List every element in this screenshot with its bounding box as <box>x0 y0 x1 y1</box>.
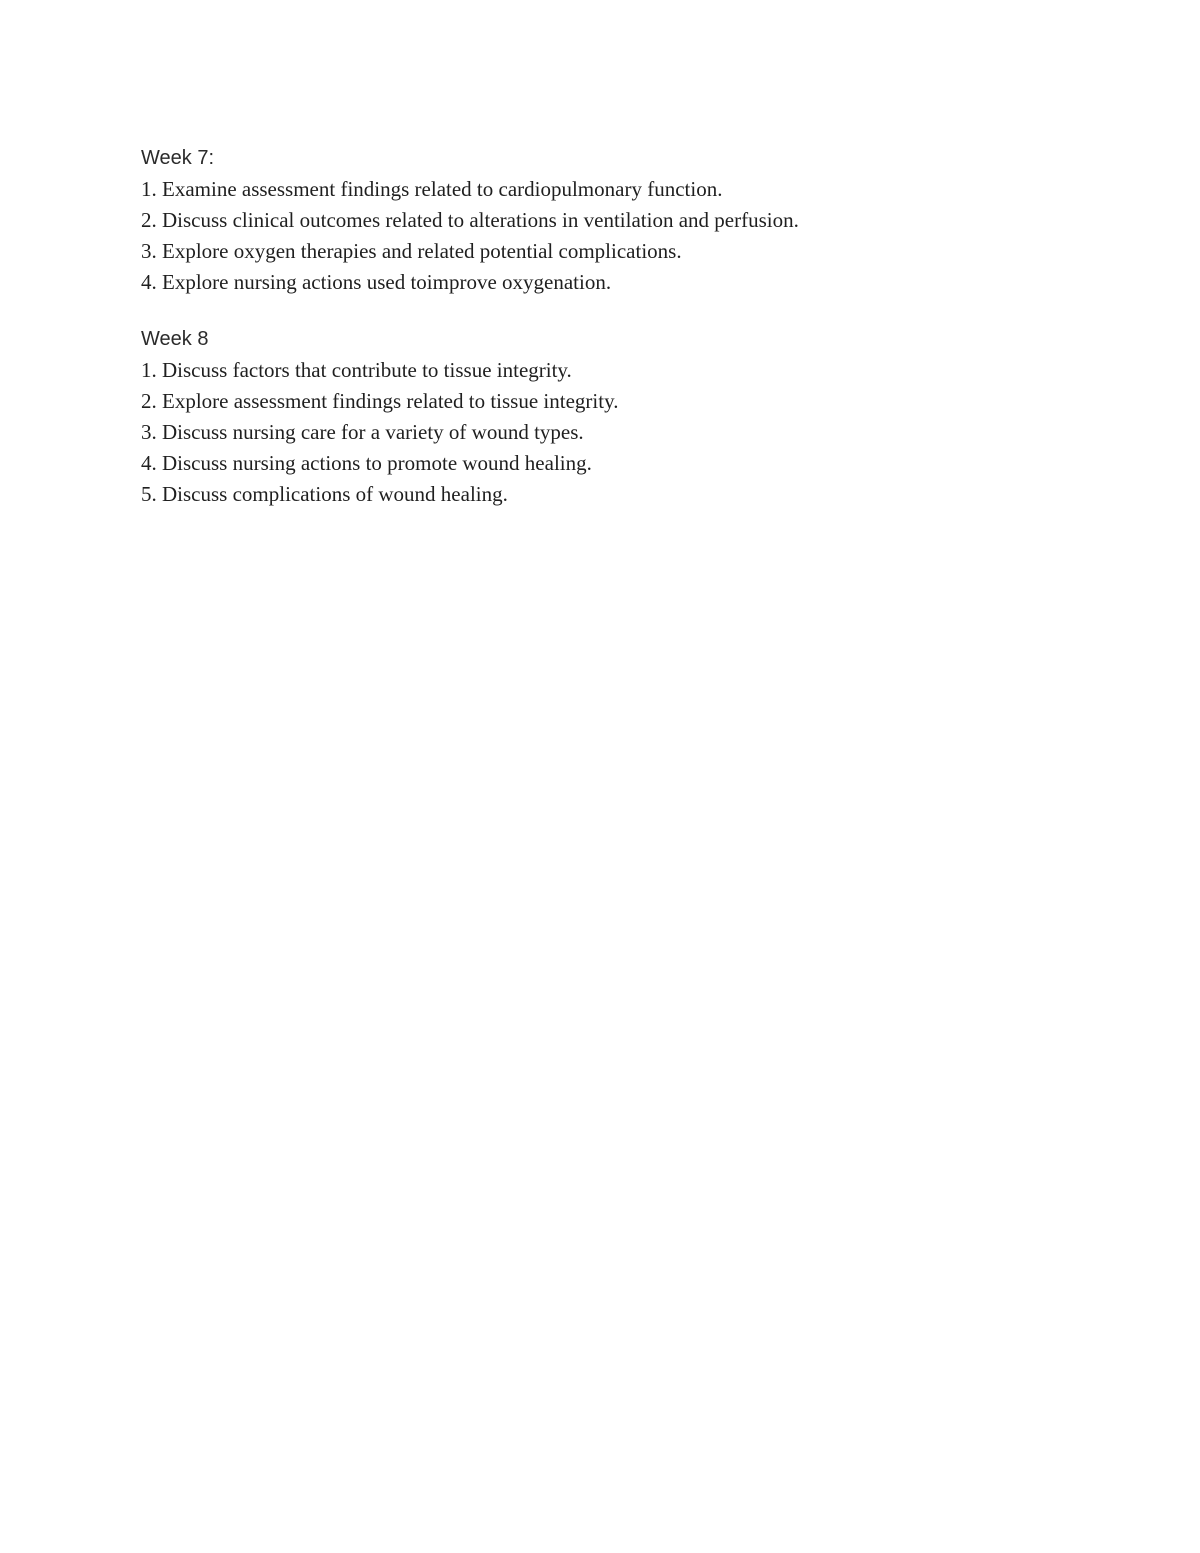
week-8-section <box>141 324 1141 510</box>
week-7-objective-4: 4. Explore nursing actions used toimprove oxygenation. <box>141 270 612 294</box>
week-8-objective-4: 4. Discuss nursing actions to promote wound healing. <box>141 451 592 475</box>
week-7-objective-2: 2. Discuss clinical outcomes related to alterations in ventilation and perfusion. <box>141 208 799 232</box>
week-7-heading: Week 7: <box>141 147 214 169</box>
week-8-objective-2: 2. Explore assessment findings related to tissue integrity. <box>141 389 619 413</box>
week-7-section <box>141 143 1141 298</box>
week-8-objective-1: 1. Discuss factors that contribute to tissue integrity. <box>141 358 572 382</box>
week-8-objective-5: 5. Discuss complications of wound healing. <box>141 482 508 506</box>
week-8-objective-3: 3. Discuss nursing care for a variety of wound types. <box>141 420 584 444</box>
week-7-objective-3: 3. Explore oxygen therapies and related potential complications. <box>141 239 682 263</box>
week-7-objective-1: 1. Examine assessment findings related to cardiopulmonary function. <box>141 177 723 201</box>
week-8-heading: Week 8 <box>141 328 209 350</box>
